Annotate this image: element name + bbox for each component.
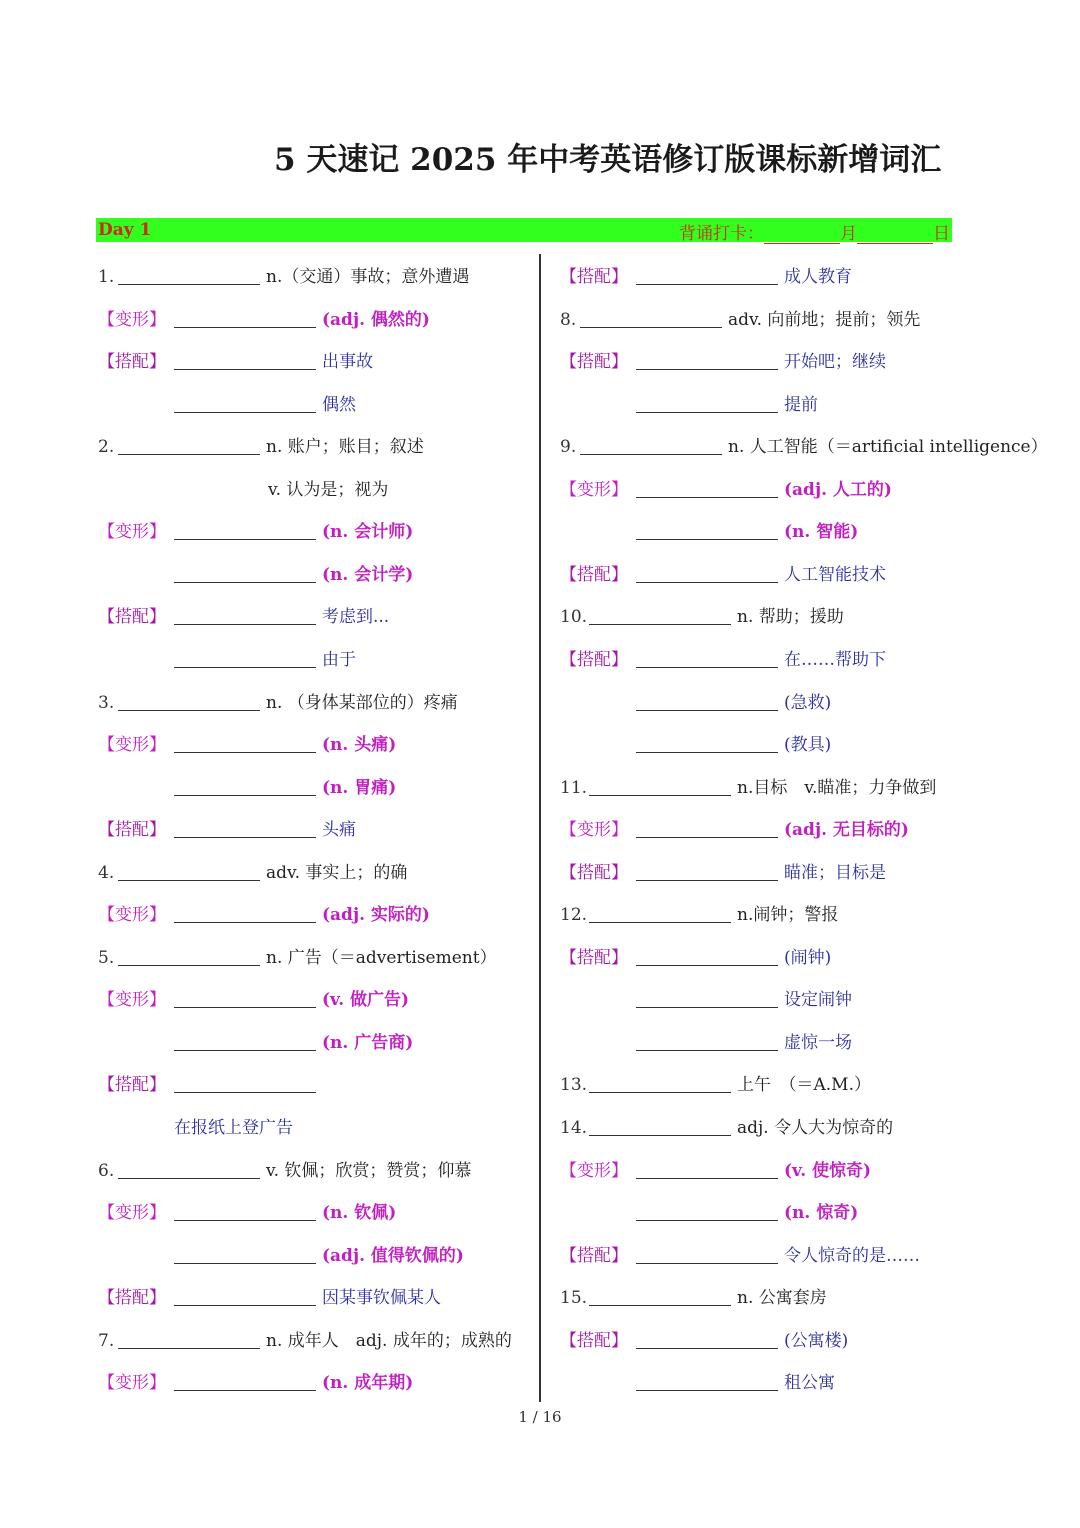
variant-tag: 【变形】 (98, 309, 166, 330)
variant-hint: (n. 成年期) (322, 1373, 414, 1394)
document-title: 5 天速记 2025 年中考英语修订版课标新增词汇 (274, 142, 942, 178)
vocab-row (560, 347, 886, 377)
item-meaning: n. 公寓套房 (737, 1288, 827, 1309)
collocation-meaning: 因某事钦佩某人 (322, 1288, 441, 1309)
answer-blank[interactable] (118, 432, 260, 455)
answer-blank[interactable] (174, 1028, 316, 1051)
vocab-row (636, 390, 818, 420)
collocation-meaning: 头痛 (322, 820, 356, 841)
vocab-row (98, 815, 356, 845)
vocab-row (560, 943, 831, 973)
collocation-meaning: 由于 (322, 649, 356, 670)
vocab-row (636, 688, 831, 718)
answer-blank[interactable] (118, 943, 260, 966)
vocab-row (98, 602, 389, 632)
item-number: 15. (560, 1288, 588, 1309)
answer-blank[interactable] (118, 1156, 260, 1179)
answer-blank[interactable] (174, 773, 316, 796)
vocab-row (268, 475, 388, 505)
variant-tag: 【变形】 (98, 735, 166, 756)
answer-blank[interactable] (174, 645, 316, 668)
date-label: 日 (933, 224, 950, 244)
answer-blank[interactable] (174, 900, 316, 923)
item-meaning: n. （身体某部位的）疼痛 (266, 692, 458, 713)
item-number: 1. (98, 267, 115, 287)
vocab-row (98, 517, 413, 547)
answer-blank[interactable] (589, 1283, 731, 1306)
answer-blank[interactable] (580, 305, 722, 328)
item-meaning: n.闹钟；警报 (737, 905, 839, 926)
collocation-meaning: 人工智能技术 (784, 564, 886, 585)
collocation-tag: 【搭配】 (560, 352, 628, 373)
answer-blank[interactable] (174, 305, 316, 328)
vocab-row (636, 1368, 835, 1398)
collocation-meaning: 租公寓 (784, 1373, 835, 1394)
item-number: 2. (98, 437, 115, 458)
collocation-meaning: 偶然 (322, 394, 356, 415)
vocab-row (98, 985, 409, 1015)
vocab-row (98, 1070, 322, 1100)
answer-blank[interactable] (636, 390, 778, 413)
answer-blank[interactable] (636, 475, 778, 498)
answer-blank[interactable] (636, 1156, 778, 1179)
collocation-meaning: 在……帮助下 (784, 649, 886, 670)
answer-blank[interactable] (636, 347, 778, 370)
variant-tag: 【变形】 (98, 1373, 166, 1394)
item-number: 12. (560, 905, 588, 926)
answer-blank[interactable] (174, 1070, 316, 1093)
vocab-row (560, 1283, 827, 1313)
item-meaning: n. 成年人 adj. 成年的；成熟的 (266, 1330, 512, 1351)
item-meaning: adv. 事实上；的确 (266, 862, 408, 883)
answer-blank[interactable] (589, 900, 731, 923)
page-number: 1 / 16 (518, 1408, 562, 1426)
answer-blank[interactable] (118, 262, 260, 285)
variant-hint: (v. 使惊奇) (784, 1160, 872, 1181)
day-label: Day 1 (98, 220, 152, 240)
answer-blank[interactable] (636, 1326, 778, 1349)
month-blank (764, 227, 840, 244)
collocation-meaning: 出事故 (322, 352, 373, 373)
column-divider (539, 254, 541, 1402)
vocab-row (560, 858, 886, 888)
answer-blank[interactable] (174, 390, 316, 413)
variant-hint: (n. 智能) (784, 522, 859, 543)
vocab-row (560, 262, 852, 292)
vocab-row (174, 1241, 464, 1271)
variant-tag: 【变形】 (98, 990, 166, 1011)
vocab-row (560, 815, 909, 845)
vocab-row (174, 773, 396, 803)
variant-hint: (v. 做广告) (322, 990, 410, 1011)
vocab-row (560, 1156, 871, 1186)
collocation-tag: 【搭配】 (98, 607, 166, 628)
collocation-meaning: 提前 (784, 394, 818, 415)
answer-blank[interactable] (636, 262, 778, 285)
collocation-meaning: (急救) (784, 692, 832, 713)
vocab-row (560, 900, 838, 930)
vocab-row (98, 305, 430, 335)
collocation-meaning: 考虑到... (322, 607, 390, 628)
answer-blank[interactable] (174, 347, 316, 370)
answer-blank[interactable] (636, 1368, 778, 1391)
answer-blank[interactable] (636, 560, 778, 583)
collocation-tag: 【搭配】 (560, 947, 628, 968)
answer-blank[interactable] (174, 1368, 316, 1391)
item-number: 6. (98, 1160, 115, 1181)
vocab-row (174, 1113, 293, 1143)
item-meaning: n. 帮助；援助 (737, 607, 844, 628)
vocab-row (560, 305, 920, 335)
collocation-meaning: 在报纸上登广告 (174, 1118, 293, 1138)
vocab-row (174, 560, 413, 590)
answer-blank[interactable] (174, 517, 316, 540)
item-number: 5. (98, 947, 115, 968)
vocab-row (174, 1028, 413, 1058)
collocation-tag: 【搭配】 (98, 1288, 166, 1309)
item-number: 3. (98, 692, 115, 713)
variant-hint: (n. 会计师) (322, 522, 414, 543)
item-meaning: n. 人工智能（＝artificial intelligence） (728, 437, 1048, 458)
answer-blank[interactable] (636, 1198, 778, 1221)
answer-blank[interactable] (174, 602, 316, 625)
collocation-tag: 【搭配】 (98, 1075, 166, 1096)
item-number: 11. (560, 777, 588, 798)
answer-blank[interactable] (636, 645, 778, 668)
item-meaning: adj. 令人大为惊奇的 (737, 1118, 894, 1138)
vocab-row (98, 432, 424, 462)
vocab-row (560, 475, 892, 505)
answer-blank[interactable] (636, 943, 778, 966)
collocation-meaning: (教具) (784, 735, 832, 756)
vocab-row (560, 560, 886, 590)
item-number: 8. (560, 309, 577, 330)
vocab-row (98, 347, 373, 377)
vocab-row (560, 1113, 893, 1143)
answer-blank[interactable] (174, 730, 316, 753)
collocation-meaning: (闹钟) (784, 947, 832, 968)
answer-blank[interactable] (174, 1198, 316, 1221)
collocation-meaning: 瞄准；目标是 (784, 862, 886, 883)
answer-blank[interactable] (636, 985, 778, 1008)
variant-hint: (adj. 值得钦佩的) (322, 1245, 464, 1266)
item-meaning: n. 账户；账目；叙述 (266, 437, 424, 458)
collocation-tag: 【搭配】 (560, 1330, 628, 1351)
item-meaning: n.（交通）事故；意外遭遇 (266, 267, 470, 287)
vocab-row (98, 1368, 413, 1398)
item-number: 4. (98, 862, 115, 883)
collocation-meaning: 成人教育 (784, 267, 852, 287)
collocation-tag: 【搭配】 (560, 564, 628, 585)
answer-blank[interactable] (174, 815, 316, 838)
answer-blank[interactable] (118, 688, 260, 711)
variant-tag: 【变形】 (560, 1160, 628, 1181)
answer-blank[interactable] (589, 773, 731, 796)
collocation-meaning: 令人惊奇的是…… (784, 1245, 920, 1266)
collocation-meaning: 开始吧；继续 (784, 352, 886, 373)
variant-tag: 【变形】 (560, 479, 628, 500)
collocation-tag: 【搭配】 (560, 862, 628, 883)
vocab-row (636, 1198, 858, 1228)
answer-blank[interactable] (589, 602, 731, 625)
vocab-row (636, 730, 831, 760)
vocab-row (98, 730, 396, 760)
variant-tag: 【变形】 (98, 522, 166, 543)
answer-blank[interactable] (174, 560, 316, 583)
answer-blank[interactable] (174, 985, 316, 1008)
variant-tag: 【变形】 (560, 820, 628, 841)
variant-tag: 【变形】 (98, 1203, 166, 1224)
item-number: 7. (98, 1330, 115, 1351)
variant-tag: 【变形】 (98, 905, 166, 926)
vocab-row (98, 1326, 512, 1356)
item-meaning: n. 广告（＝advertisement） (266, 947, 497, 968)
variant-hint: (n. 惊奇) (784, 1203, 859, 1224)
vocab-row (98, 688, 458, 718)
answer-blank[interactable] (589, 1070, 731, 1093)
vocab-row (174, 645, 356, 675)
variant-hint: (adj. 人工的) (784, 479, 892, 500)
collocation-tag: 【搭配】 (560, 649, 628, 670)
variant-hint: (adj. 实际的) (322, 905, 430, 926)
item-meaning: v. 认为是；视为 (268, 479, 389, 500)
item-number: 14. (560, 1118, 588, 1138)
vocab-row (560, 1326, 848, 1356)
vocab-row (560, 1241, 920, 1271)
collocation-tag: 【搭配】 (98, 820, 166, 841)
item-meaning: v. 钦佩；欣赏；赞赏；仰慕 (266, 1160, 472, 1181)
answer-blank[interactable] (118, 858, 260, 881)
day-header-bar (96, 218, 952, 242)
vocab-row (98, 943, 497, 973)
vocab-row (636, 1028, 852, 1058)
variant-hint: (n. 头痛) (322, 735, 397, 756)
item-meaning: n.目标 v.瞄准；力争做到 (737, 777, 937, 798)
vocab-row (636, 517, 858, 547)
answer-blank[interactable] (636, 517, 778, 540)
vocab-row (560, 1070, 871, 1100)
collocation-meaning: 设定闹钟 (784, 990, 852, 1011)
vocab-row (98, 1198, 396, 1228)
answer-blank[interactable] (636, 815, 778, 838)
answer-blank[interactable] (636, 688, 778, 711)
checkin-label: 背诵打卡： (679, 224, 764, 244)
vocab-row (98, 262, 469, 292)
item-meaning: adv. 向前地；提前；领先 (728, 309, 921, 330)
vocab-row (98, 1283, 441, 1313)
variant-hint: (adj. 偶然的) (322, 309, 430, 330)
vocab-row (98, 900, 430, 930)
answer-blank[interactable] (118, 1326, 260, 1349)
answer-blank[interactable] (580, 432, 722, 455)
answer-blank[interactable] (636, 858, 778, 881)
answer-blank[interactable] (174, 1241, 316, 1264)
answer-blank[interactable] (589, 1113, 731, 1136)
date-blank (857, 227, 933, 244)
variant-hint: (n. 广告商) (322, 1032, 414, 1053)
collocation-meaning: (公寓楼) (784, 1330, 849, 1351)
vocab-row (560, 432, 1048, 462)
variant-hint: (adj. 无目标的) (784, 820, 909, 841)
item-meaning: 上午 （＝A.M.） (737, 1075, 871, 1096)
vocab-row (98, 858, 407, 888)
answer-blank[interactable] (174, 1283, 316, 1306)
answer-blank[interactable] (636, 1241, 778, 1264)
collocation-tag: 【搭配】 (560, 1245, 628, 1266)
collocation-meaning: 虚惊一场 (784, 1032, 852, 1053)
vocab-row (636, 985, 852, 1015)
vocab-row (560, 645, 886, 675)
item-number: 10. (560, 607, 588, 628)
variant-hint: (n. 钦佩) (322, 1203, 397, 1224)
month-label: 月 (840, 224, 857, 244)
item-number: 13. (560, 1075, 588, 1096)
checkin-field (679, 219, 950, 244)
vocab-row (560, 773, 936, 803)
collocation-tag: 【搭配】 (98, 352, 166, 373)
variant-hint: (n. 会计学) (322, 564, 414, 585)
vocab-row (174, 390, 356, 420)
vocab-row (560, 602, 844, 632)
answer-blank[interactable] (636, 1028, 778, 1051)
vocab-row (98, 1156, 471, 1186)
item-number: 9. (560, 437, 577, 458)
collocation-tag: 【搭配】 (560, 267, 628, 287)
answer-blank[interactable] (636, 730, 778, 753)
variant-hint: (n. 胃痛) (322, 777, 397, 798)
